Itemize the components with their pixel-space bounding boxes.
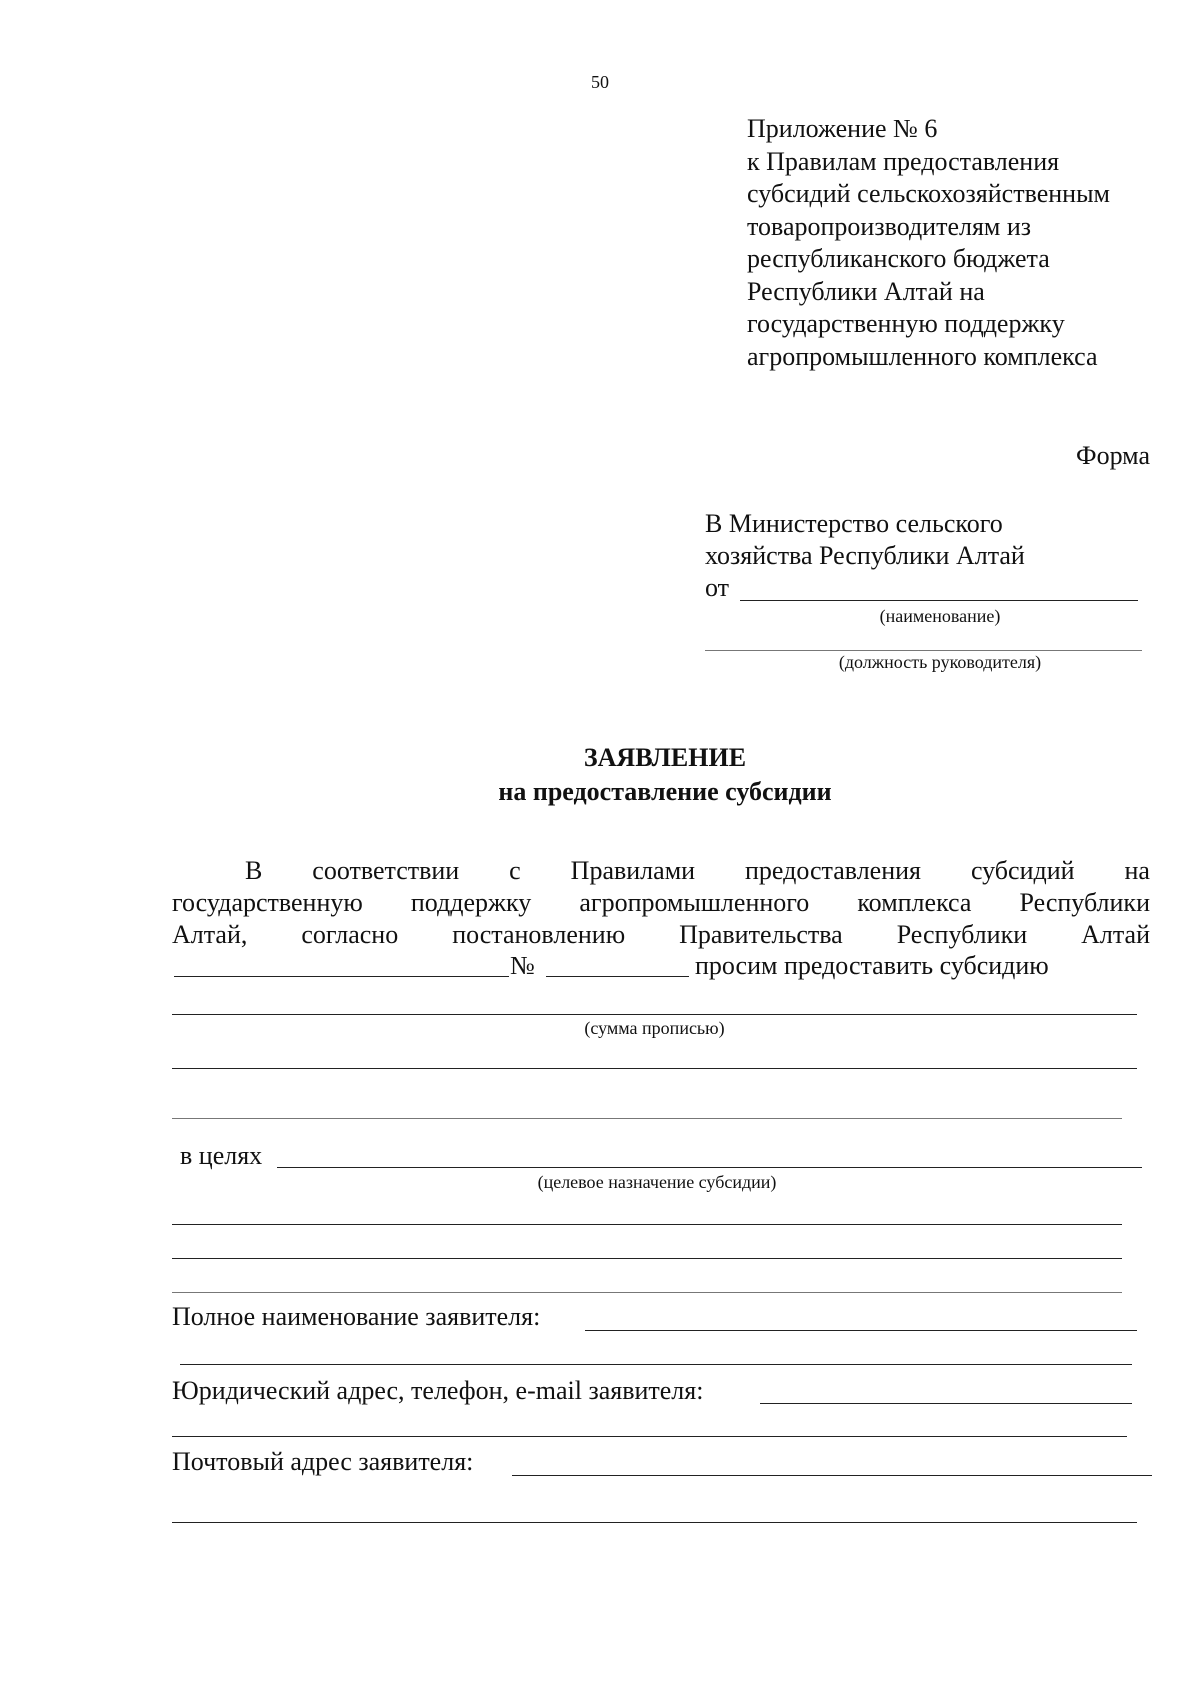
postal-address-field-continued[interactable]: [172, 1522, 1137, 1523]
legal-address-field[interactable]: [760, 1403, 1132, 1404]
body-word: Правилами: [570, 856, 696, 885]
caption-purpose: (целевое назначение субсидии): [537, 1172, 777, 1192]
appendix-line: агропромышленного комплекса: [747, 341, 1098, 371]
appendix-line: республиканского бюджета: [747, 244, 1050, 273]
body-word: согласно: [301, 920, 399, 949]
postal-address-field[interactable]: [512, 1475, 1152, 1476]
applicant-name-field[interactable]: [740, 600, 1138, 601]
body-word: агропромышленного: [579, 888, 810, 917]
purpose-field[interactable]: [277, 1167, 1142, 1168]
addressee-line2: хозяйства Республики Алтай: [705, 541, 1025, 570]
request-text: просим предоставить субсидию: [695, 951, 1049, 980]
body-word: на: [1124, 856, 1150, 885]
body-word: государственную: [172, 888, 363, 917]
appendix-line: Приложение № 6: [747, 114, 938, 143]
body-word: поддержку: [410, 888, 532, 917]
purpose-field-continued[interactable]: [172, 1224, 1122, 1225]
document-subtitle: на предоставление субсидии: [498, 777, 832, 806]
body-word: Алтай,: [172, 920, 248, 949]
amount-field-continued[interactable]: [172, 1068, 1137, 1069]
body-line-2: [172, 887, 1150, 920]
body-word: Республики: [1019, 888, 1150, 917]
body-line-1: [245, 855, 1150, 888]
appendix-line: государственную поддержку: [747, 309, 1065, 338]
full-name-field-continued[interactable]: [180, 1364, 1132, 1365]
body-word: предоставления: [745, 856, 921, 885]
legal-address-label: Юридический адрес, телефон, e-mail заявителя:: [172, 1376, 704, 1405]
decree-date-field[interactable]: [174, 976, 509, 977]
appendix-line: Республики Алтай на: [747, 276, 985, 306]
body-word: субсидий: [970, 856, 1075, 885]
document-title: ЗАЯВЛЕНИЕ: [583, 743, 747, 772]
addressee-line1: В Министерство сельского: [705, 509, 1003, 538]
appendix-line: товаропроизводителям из: [747, 211, 1032, 241]
from-label: от: [705, 573, 730, 602]
body-word: соответствии: [312, 856, 460, 885]
manager-position-field[interactable]: [705, 650, 1142, 651]
purpose-label: в целях: [180, 1141, 263, 1170]
number-sign: №: [510, 951, 535, 980]
body-line-3: [172, 919, 1150, 952]
postal-address-label: Почтовый адрес заявителя:: [172, 1447, 474, 1476]
amount-field[interactable]: [172, 1014, 1137, 1015]
caption-position: (должность руководителя): [838, 652, 1042, 672]
body-word: постановлению: [452, 920, 626, 949]
full-name-label: Полное наименование заявителя:: [172, 1302, 541, 1331]
body-word: с: [509, 856, 521, 885]
caption-amount: (сумма прописью): [584, 1018, 725, 1038]
body-word: Правительства: [679, 920, 843, 949]
appendix-block: [747, 113, 1167, 373]
appendix-line: субсидий сельскохозяйственным: [747, 179, 1110, 208]
body-word: В: [245, 856, 263, 885]
amount-field-continued[interactable]: [172, 1118, 1122, 1119]
legal-address-field-continued[interactable]: [172, 1436, 1127, 1437]
caption-name: (наименование): [879, 606, 1001, 626]
body-word: Алтай: [1081, 920, 1150, 949]
decree-number-field[interactable]: [546, 976, 689, 977]
page-number: 50: [591, 72, 609, 92]
body-word: Республики: [896, 920, 1028, 949]
form-label: Форма: [1076, 441, 1150, 470]
body-word: комплекса: [857, 888, 972, 917]
appendix-line: к Правилам предоставления: [747, 146, 1060, 176]
purpose-field-continued[interactable]: [172, 1292, 1122, 1293]
purpose-field-continued[interactable]: [172, 1258, 1122, 1259]
full-name-field[interactable]: [585, 1330, 1137, 1331]
